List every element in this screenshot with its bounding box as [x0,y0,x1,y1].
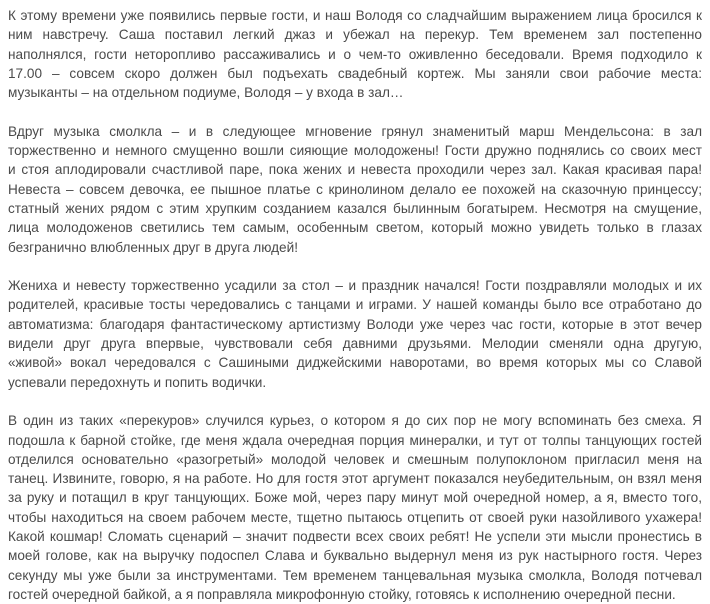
text-line: торжественно и немного смущенно вошли сияющие молодожены! Гости дружно поднялись со своих мест [8,143,702,159]
text-line: подошла к барной стойке, где меня ждала очередная порция минералки, и тут от толпы танцующих гостей [8,432,702,448]
paragraph-1 [8,6,702,102]
text-line: Жениха и невесту торжественно усадили за стол – и праздник начался! Гости поздравляли молодых и их [8,278,702,294]
text-line: наполнялся, гости неторопливо рассаживались и о чем-то оживленно беседовали. Время подходило к [8,46,702,62]
text-line: родителей, красивые тосты чередовались с танцами и играми. У нашей команды было все отработано до [8,297,702,313]
text-line: танец. Извините, говорю, я на работе. Но для гостя этот аргумент показался неубедительным, он взял меня [8,471,702,487]
text-line: видели друг друга впервые, чувствовали себя давними друзьями. Мелодии сменяли одна другую, [8,336,702,352]
text-line: автоматизма: благодаря фантастическому артистизму Володи уже через час гости, которые в этот вечер [8,316,702,332]
text-line: моей голове, как на выручку подоспел Слава и буквально выдернул меня из рук настырного гостя. Через [8,548,702,564]
text-line: и стоя аплодировали счастливой паре, пока жених и невеста проходили через зал. Какая красивая пара! [8,162,702,178]
text-line: секунду мы уже были за инструментами. Тем временем танцевальная музыка смолкла, Володя потчевал [8,567,702,583]
text-line: Вдруг музыка смолкла – и в следующее мгновение грянул знаменитый марш Мендельсона: в зал [8,123,702,139]
text-line: за руку и потащил в круг танцующих. Боже мой, через пару минут мой очередной номер, а я, вместо того, [8,490,702,506]
text-line: Невеста – совсем девочка, ее пышное платье с кринолином делало ее похожей на сказочную принцессу; [8,181,702,197]
paragraph-4 [8,411,702,604]
paragraph-3 [8,276,702,392]
text-line: К этому времени уже появились первые гости, и наш Володя со сладчайшим выражением лица бросился к [8,8,702,23]
text-line: ним навстречу. Саша поставил легкий джаз и убежал на перекур. Тем временем зал постепенно [8,27,702,43]
text-line: чтобы находиться на своем рабочем месте, тщетно пытаюсь отцепить от своей руки назойливого ухажера! [8,509,702,525]
paragraph-2 [8,122,702,257]
text-line: лица молодоженов светились тем самым, особенным светом, который можно увидеть только в глазах [8,220,702,236]
text-line: гостей очередной байкой, а я поправляла микрофонную стойку, готовясь к исполнению очередной песни. [8,586,676,602]
text-line: отделился основательно «разогретый» молодой человек и смешным полупоклоном пригласил меня на [8,451,702,467]
text-line: В один из таких «перекуров» случился курьез, о котором я до сих пор не могу вспоминать без смеха. Я [8,413,702,429]
text-line: безгранично влюбленных друг в друга людей! [8,239,298,255]
text-line: «живой» вокал чередовался с Сашиными диджейскими наворотами, во время которых мы со Славой [8,355,702,371]
text-line: успевали передохнуть и попить водички. [8,374,267,390]
text-line: статный жених рядом с этим хрупким созданием казался былинным богатырем. Несмотря на смущение, [8,200,702,216]
text-line: Какой кошмар! Сломать сценарий – значит подвести всех своих ребят! Не успели эти мысли пронестись в [8,529,702,545]
text-line: музыканты – на отдельном подиуме, Володя – у входа в зал… [8,85,404,101]
text-line: 17.00 – совсем скоро должен был подъехать свадебный кортеж. Мы заняли свои рабочие места: [8,65,702,81]
